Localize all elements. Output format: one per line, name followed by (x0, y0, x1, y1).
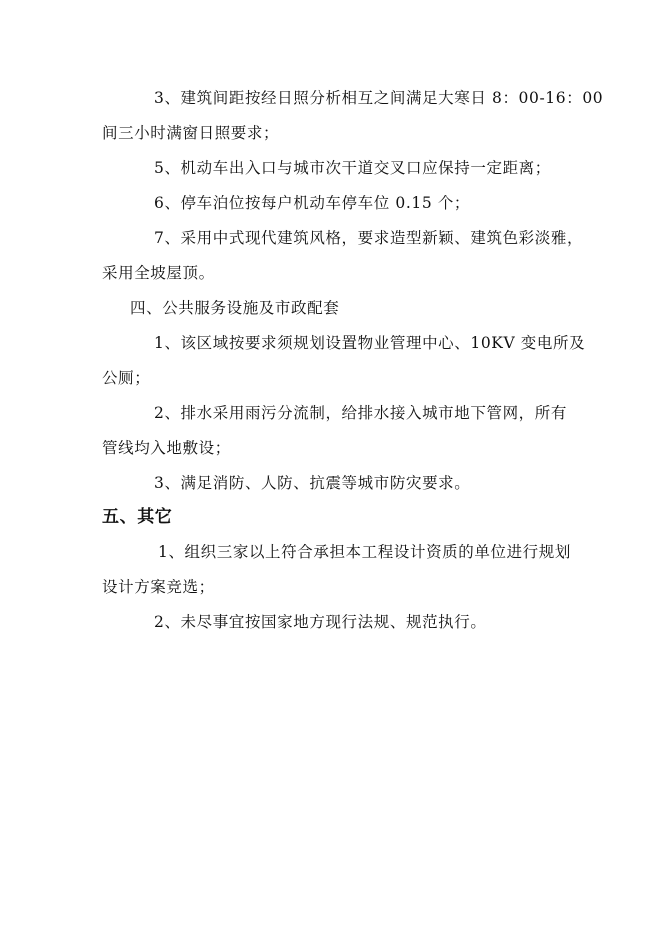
paragraph-3-line-2: 间三小时满窗日照要求； (102, 124, 280, 142)
paragraph-7-line-2: 采用全坡屋顶。 (102, 264, 215, 282)
section-four-item-2-line-2: 管线均入地敷设； (102, 439, 231, 457)
paragraph-5: 5、机动车出入口与城市次干道交叉口应保持一定距离； (154, 159, 551, 177)
section-four-item-1-line-2: 公厕； (102, 369, 151, 387)
section-four-item-1-line-1: 1、该区域按要求须规划设置物业管理中心、10KV 变电所及 (154, 334, 586, 352)
section-five-item-2: 2、未尽事宜按国家地方现行法规、规范执行。 (154, 613, 487, 631)
section-five-item-1-line-1: 1、组织三家以上符合承担本工程设计资质的单位进行规划 (158, 543, 571, 561)
paragraph-6: 6、停车泊位按每户机动车停车位 0.15 个； (154, 194, 471, 212)
section-four-item-3: 3、满足消防、人防、抗震等城市防灾要求。 (154, 474, 471, 492)
section-heading-five: 五、其它 (102, 507, 173, 527)
paragraph-7-line-1: 7、采用中式现代建筑风格，要求造型新颖、建筑色彩淡雅， (154, 229, 584, 247)
section-five-item-1-line-2: 设计方案竞选； (102, 578, 215, 596)
section-heading-four: 四、公共服务设施及市政配套 (130, 299, 340, 317)
paragraph-3-line-1: 3、建筑间距按经日照分析相互之间满足大寒日 8：00-16：00 (154, 89, 604, 107)
section-four-item-2-line-1: 2、排水采用雨污分流制，给排水接入城市地下管网，所有 (154, 404, 567, 422)
